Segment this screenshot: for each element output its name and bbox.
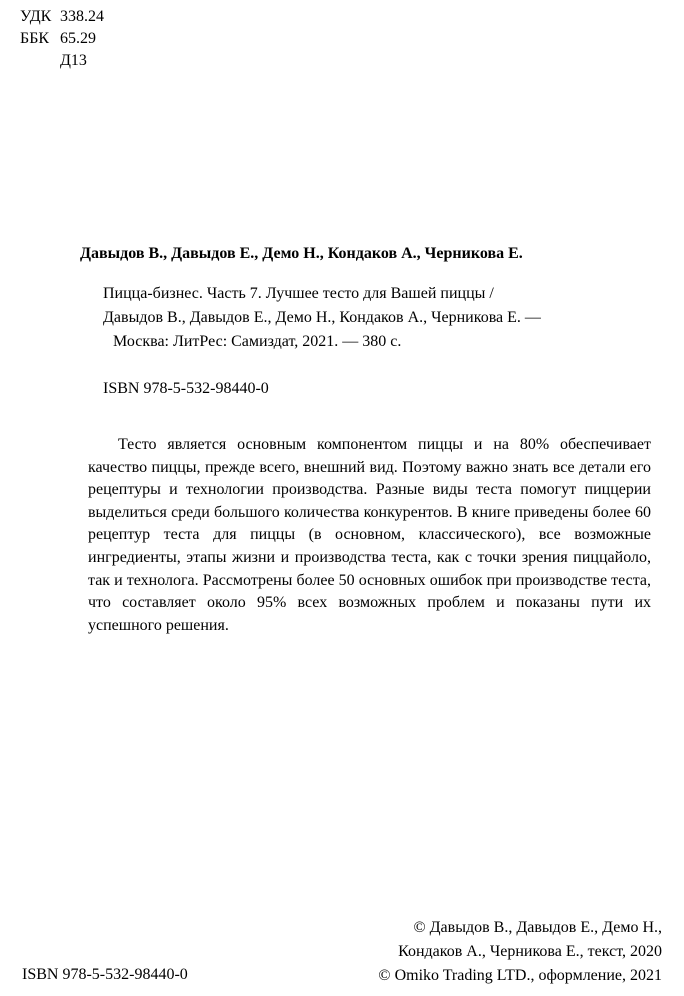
biblio-publisher-line: Москва: ЛитРес: Самиздат, 2021. — 380 с.	[113, 333, 402, 350]
biblio-authors-line: Давыдов В., Давыдов Е., Демо Н., Кондаков А., Черникова Е. —	[103, 309, 541, 326]
copyright-line-design: © Omiko Trading LTD., оформление, 2021	[378, 967, 662, 984]
copyright-block	[378, 916, 662, 988]
authors-heading: Давыдов В., Давыдов Е., Демо Н., Кондаков А., Черникова Е.	[80, 245, 523, 262]
bbk-label: ББК	[20, 30, 50, 47]
isbn-main: ISBN 978-5-532-98440-0	[103, 380, 269, 397]
bbk-value: 65.29	[60, 30, 96, 47]
copyright-line-text: Кондаков А., Черникова Е., текст, 2020	[398, 943, 662, 960]
udk-value: 338.24	[60, 8, 104, 25]
classification-codes	[20, 6, 104, 72]
isbn-footer: ISBN 978-5-532-98440-0	[22, 966, 188, 983]
bbk-row	[20, 28, 104, 50]
udk-row	[20, 6, 104, 28]
udk-label: УДК	[20, 8, 52, 25]
biblio-title-line: Пицца-бизнес. Часть 7. Лучшее тесто для Вашей пиццы /	[103, 285, 494, 302]
copyright-line-authors: © Давыдов В., Давыдов Е., Демо Н.,	[413, 919, 662, 936]
annotation-text: Тесто является основным компонентом пиццы и на 80% обеспечивает качество пиццы, прежде всего, внешний вид. Поэтому важно знать все детали его рецептуры и технологии производства. Разные виды теста помогут пиццерии выделиться среди большого количества конкурентов. В книге приведены более 60 рецептур теста для пиццы (в основном, классического), все возможные ингредиенты, этапы жизни и производства теста, как с точки зрения пиццайоло, так и технолога. Рассмотрены более 50 основных ошибок при производстве теста, что составляет около 95% всех возможных проблем и показаны пути их успешного решения.	[88, 436, 651, 634]
author-mark-row	[20, 50, 104, 72]
author-mark: Д13	[60, 52, 87, 69]
bibliographic-record	[103, 282, 643, 354]
